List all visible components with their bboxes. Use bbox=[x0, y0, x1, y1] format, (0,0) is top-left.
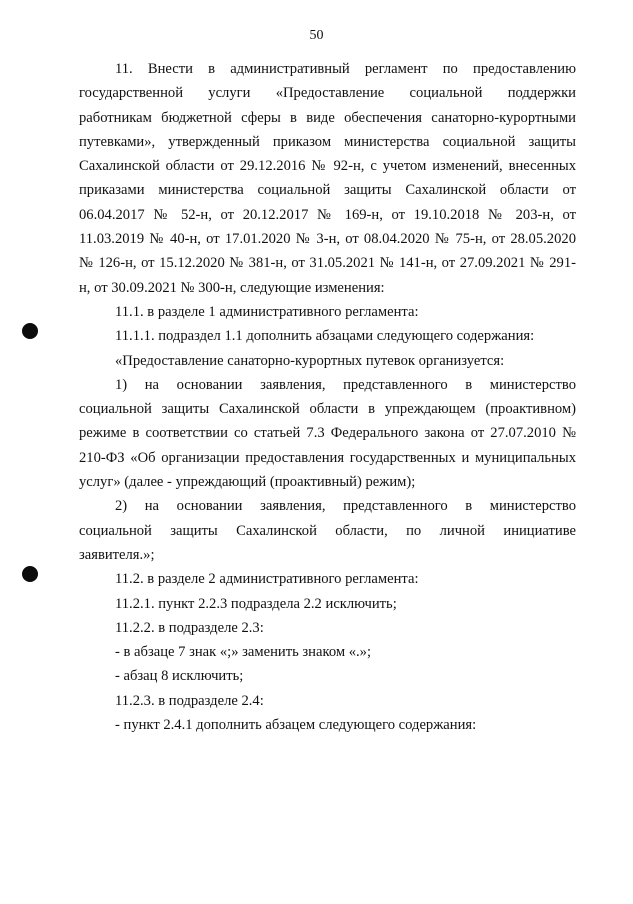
punch-hole-mark bbox=[22, 566, 38, 582]
document-body bbox=[79, 57, 576, 737]
paragraph-line: 11.2.3. в подразделе 2.4: bbox=[115, 692, 264, 709]
paragraph-line: - в абзаце 7 знак «;» заменить знаком «.»; bbox=[115, 644, 372, 661]
paragraph-line: 11.2.1. пункт 2.2.3 подраздела 2.2 исключить; bbox=[115, 595, 397, 612]
paragraph-line: 11.1. в разделе 1 административного регламента: bbox=[115, 303, 419, 320]
paragraph-line: - абзац 8 исключить; bbox=[115, 668, 244, 685]
paragraph-line: 11.1.1. подраздел 1.1 дополнить абзацами следующего содержания: bbox=[115, 328, 535, 345]
paragraph-line: 2) на основании заявления, представленного в министерство bbox=[115, 498, 576, 515]
paragraph-line: 11.2. в разделе 2 административного регламента: bbox=[115, 571, 419, 588]
paragraph-line: 210-ФЗ «Об организации предоставления государственных и муниципальных bbox=[79, 449, 576, 466]
paragraph-line: 11.2.2. в подразделе 2.3: bbox=[115, 619, 264, 636]
page-number: 50 bbox=[309, 28, 324, 43]
paragraph-line: Сахалинской области от 29.12.2016 № 92-н, с учетом изменений, внесенных bbox=[79, 158, 576, 175]
paragraph-line: № 126-н, от 15.12.2020 № 381-н, от 31.05.2021 № 141-н, от 27.09.2021 № 291- bbox=[79, 255, 576, 272]
paragraph-line: «Предоставление санаторно-курортных путевок организуется: bbox=[115, 352, 505, 369]
punch-hole-mark bbox=[22, 323, 38, 339]
paragraph-line: работникам бюджетной сферы в виде обеспечения санаторно-курортными bbox=[79, 109, 576, 126]
paragraph-line: - пункт 2.4.1 дополнить абзацем следующего содержания: bbox=[115, 717, 477, 734]
paragraph-line: режиме в соответствии со статьей 7.3 Федерального закона от 27.07.2010 № bbox=[79, 425, 576, 442]
paragraph-line: приказами министерства социальной защиты Сахалинской области от bbox=[79, 182, 576, 199]
paragraph-line: заявителя.»; bbox=[79, 546, 155, 563]
paragraph-line: 11.03.2019 № 40-н, от 17.01.2020 № 3-н, от 08.04.2020 № 75-н, от 28.05.2020 bbox=[79, 231, 576, 248]
paragraph-line: 11. Внести в административный регламент по предоставлению bbox=[115, 61, 576, 77]
paragraph-line: н, от 30.09.2021 № 300-н, следующие изменения: bbox=[79, 279, 385, 296]
paragraph-line: путевками», утвержденный приказом министерства социальной защиты bbox=[79, 133, 576, 150]
paragraph-line: социальной защиты Сахалинской области в упреждающем (проактивном) bbox=[79, 401, 576, 418]
paragraph-line: 06.04.2017 № 52-н, от 20.12.2017 № 169-н, от 19.10.2018 № 203-н, от bbox=[79, 206, 576, 223]
paragraph-line: услуг» (далее - упреждающий (проактивный) режим); bbox=[79, 474, 416, 491]
paragraph-line: государственной услуги «Предоставление социальной поддержки bbox=[79, 85, 576, 102]
paragraph-line: 1) на основании заявления, представленного в министерство bbox=[115, 376, 576, 393]
paragraph-line: социальной защиты Сахалинской области, по личной инициативе bbox=[79, 522, 576, 539]
